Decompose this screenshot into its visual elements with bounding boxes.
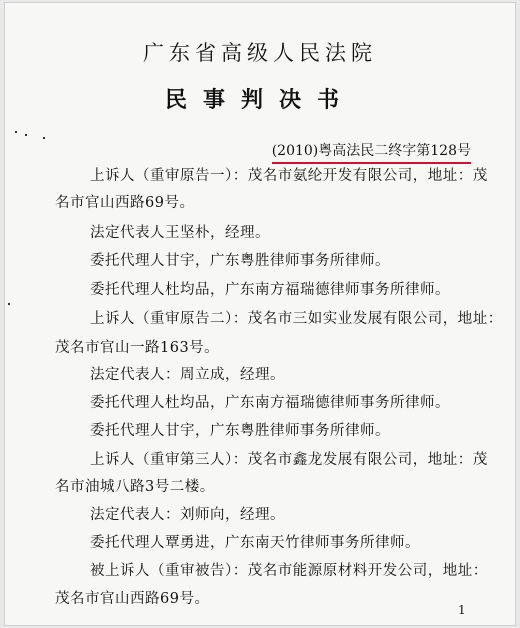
party-line: 法定代表人王坚朴，经理。 [90,225,270,241]
party-line: 法定代表人：刘师向，经理。 [90,507,285,523]
party-line: 委托代理人杜均品，广东南方福瑞德律师事务所律师。 [90,282,450,298]
document-page [4,2,516,626]
scan-speck [8,303,10,305]
party-line: 名市官山西路69号。 [55,195,195,211]
party-line: 上诉人（重审原告一）：茂名市氨纶开发有限公司，地址：茂 [90,168,488,184]
party-line: 上诉人（重审第三人）：茂名市鑫龙发展有限公司，地址：茂 [90,452,488,468]
party-line: 委托代理人覃勇进，广东南天竹律师事务所律师。 [90,535,420,551]
party-line: 上诉人（重审原告二）：茂名市三如实业发展有限公司，地址： [90,311,503,327]
party-line: 委托代理人甘宇，广东粤胜律师事务所律师。 [90,423,390,439]
scan-speck [15,131,17,133]
document-type: 民事判决书 [164,87,355,113]
party-line: 茂名市官山一路163号。 [55,340,220,356]
case-number: (2010)粤高法民二终字第128号 [272,140,471,164]
party-line: 被上诉人（重审被告）：茂名市能源原材料开发公司，地址： [90,563,488,579]
party-line: 委托代理人杜均品，广东南方福瑞德律师事务所律师。 [90,395,450,411]
party-line: 茂名市官山西路69号。 [55,591,210,607]
court-name: 广东省高级人民法院 [143,41,377,65]
page-number: 1 [458,603,466,617]
scan-speck [43,137,45,139]
party-line: 法定代表人：周立成，经理。 [90,367,285,383]
party-line: 委托代理人甘宇，广东粤胜律师事务所律师。 [90,253,390,269]
scan-speck [25,134,27,136]
party-line: 名市油城八路3号二楼。 [55,479,215,495]
